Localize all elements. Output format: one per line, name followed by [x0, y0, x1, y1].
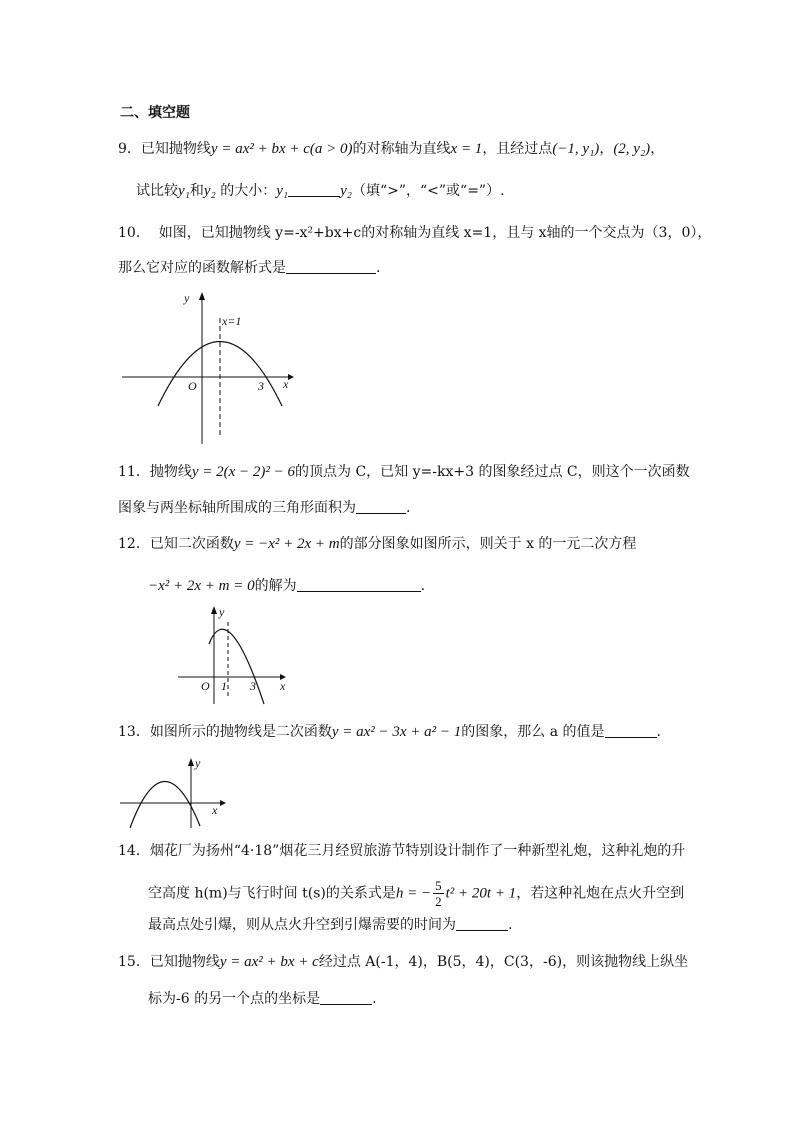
y-axis-label: y [195, 756, 201, 770]
question-14-line1: 14．烟花厂为扬州“4·18”烟花三月经贸旅游节特别设计制作了一种新型礼炮，这种礼炮的升 [118, 843, 686, 859]
figure-12-parabola [176, 604, 296, 708]
question-10-line1: 10． 如图，已知抛物线 y=-x²+bx+c的对称轴为直线 x=1，且与 x轴的一个交点为（3，0）， [118, 225, 712, 241]
question-13-line1: 13．如图所示的抛物线是二次函数y = ax² − 3x + a² − 1的图象，那么 a 的值是 . [118, 724, 661, 740]
question-14-line3: 最高点处引爆，则从点火升空到引爆需要的时间为 . [148, 917, 513, 933]
y-axis-label: y [219, 605, 225, 619]
fraction-denominator: 2 [435, 894, 442, 909]
x-axis-label: x [283, 377, 289, 391]
y-axis-label: y [184, 291, 190, 305]
symmetry-axis-label: x=1 [222, 314, 242, 328]
equation: y = −x² + 2x + m [233, 536, 340, 552]
section-title: 二、填空题 [120, 105, 190, 121]
question-number: 13． [118, 724, 150, 740]
question-11-line2: 图象与两坐标轴所围成的三角形面积为 . [118, 500, 411, 516]
question-number: 10． [118, 225, 150, 241]
fraction [433, 878, 444, 909]
x-axis-arrow [220, 800, 226, 806]
x-axis-label: x [280, 679, 286, 693]
equation: y = 2(x − 2)² − 6 [191, 464, 295, 480]
x-axis-label: x [212, 803, 218, 817]
figure-10-parabola [118, 288, 308, 448]
answer-blank[interactable] [297, 577, 421, 592]
figure-13-parabola [118, 756, 228, 830]
y-axis-arrow [211, 606, 217, 614]
question-number: 12． [118, 536, 150, 552]
question-10-line2: 那么它对应的函数解析式是 . [118, 260, 381, 276]
question-15-line2: 标为-6 的另一个点的坐标是 . [148, 991, 377, 1007]
question-number: 11． [118, 464, 150, 480]
question-12-line1: 12．已知二次函数y = −x² + 2x + m的部分图象如图所示，则关于 x 的一元二次方程 [118, 536, 637, 552]
equation: y = ax² − 3x + a² − 1 [331, 724, 462, 740]
question-15-line1: 15．已知抛物线y = ax² + bx + c经过点 A(-1，4)，B(5，4)，C(3，-6)，则该抛物线上纵坐 [118, 954, 689, 970]
answer-blank[interactable] [605, 723, 657, 738]
answer-blank[interactable] [356, 499, 406, 514]
question-number: 15． [118, 954, 150, 970]
tick-label-3: 3 [258, 379, 264, 393]
answer-blank[interactable] [288, 182, 340, 197]
x-axis-arrow [288, 374, 294, 380]
question-number: 14． [118, 843, 150, 859]
answer-blank[interactable] [456, 916, 508, 931]
origin-label: O [201, 679, 210, 693]
question-9-line2: 试比较y₁和y₂ 的大小：y₁ y₂（填“>”，“<”或“=”）. [136, 183, 505, 199]
tick-label-3: 3 [250, 679, 256, 693]
answer-blank[interactable] [286, 259, 376, 274]
y-axis-arrow [188, 758, 194, 766]
question-number: 9． [118, 141, 141, 157]
question-14-line2: 空高度 h(m)与飞行时间 t(s)的关系式是h = − $\frac{5}{2}$ t² + 20t + 1，若这种礼炮在点火升空到 [148, 878, 685, 909]
origin-label: O [188, 379, 197, 393]
question-11-line1: 11．抛物线y = 2(x − 2)² − 6的顶点为 C，已知 y=-kx+3 的图象经过点 C，则这个一次函数 [118, 464, 690, 480]
parabola-curve [130, 781, 200, 828]
equation: y = ax² + bx + c(a > 0) [210, 141, 353, 157]
equation: y = ax² + bx + c [219, 954, 319, 970]
answer-blank[interactable] [320, 990, 372, 1005]
fraction-numerator: 5 [435, 878, 442, 893]
tick-label-1: 1 [221, 679, 227, 693]
y-axis-arrow [199, 292, 205, 300]
question-12-line2: −x² + 2x + m = 0的解为 . [148, 578, 426, 594]
question-9-line1: 9．已知抛物线y = ax² + bx + c(a > 0)的对称轴为直线x = 1，且经过点(−1, y₁)，(2, y₂)， [118, 141, 665, 157]
